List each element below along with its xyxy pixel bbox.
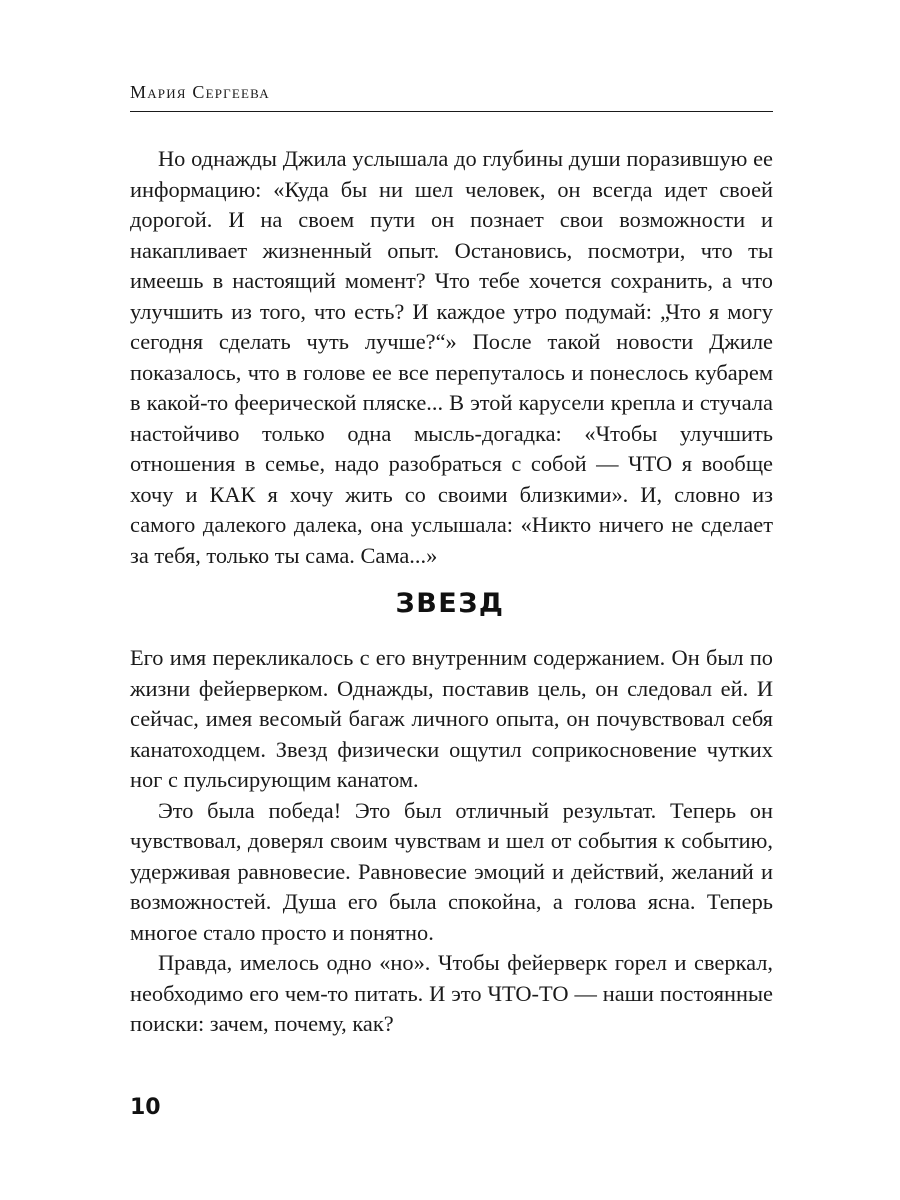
section-title: ЗВЕЗД (395, 588, 505, 619)
paragraph: Правда, имелось одно «но». Чтобы фейерверк горел и сверкал, необходимо его чем-то питать. И это ЧТО-ТО — наши постоянные поиски: зачем, почему, как? (130, 950, 773, 1036)
text-block-intro (130, 144, 773, 571)
header-rule (130, 111, 773, 112)
page-number: 10 (130, 1095, 161, 1120)
paragraph: Это была победа! Это был отличный результат. Теперь он чувствовал, доверял своим чувствам и шел от события к событию, удерживая равновесие. Равновесие эмоций и действий, желаний и возможностей. Душа его была спокойна, а голова ясна. Теперь многое стало просто и понятно. (130, 797, 773, 945)
text-block-zvezd (130, 643, 773, 1040)
paragraph: Его имя перекликалось с его внутренним содержанием. Он был по жизни фейерверком. Однажды, поставив цель, он следовал ей. И сейчас, имея весомый багаж личного опыта, он почувствовал себя канатоходцем. Звезд физически ощутил соприкосновение чутких ног с пульсирующим канатом. (130, 645, 773, 792)
running-head: Мария Сергеева (130, 82, 270, 102)
paragraph: Но однажды Джила услышала до глубины души поразившую ее информацию: «Куда бы ни шел человек, он всегда идет своей дорогой. И на своем пути он познает свои возможности и накапливает жизненный опыт. Остановись, посмотри, что ты имеешь в настоящий момент? Что тебе хочется сохранить, а что улучшить из того, что есть? И каждое утро подумай: „Что я могу сегодня сделать чуть лучше?“» После такой новости Джиле показалось, что в голове ее все перепуталось и понеслось кубарем в какой-то феерической пляске... В этой карусели крепла и стучала настойчиво только одна мысль-догадка: «Чтобы улучшить отношения в семье, надо разобраться с собой — ЧТО я вообще хочу и КАК я хочу жить со своими близкими». И, словно из самого далекого далека, она услышала: «Никто ничего не сделает за тебя, только ты сама. Сама...» (130, 146, 773, 568)
